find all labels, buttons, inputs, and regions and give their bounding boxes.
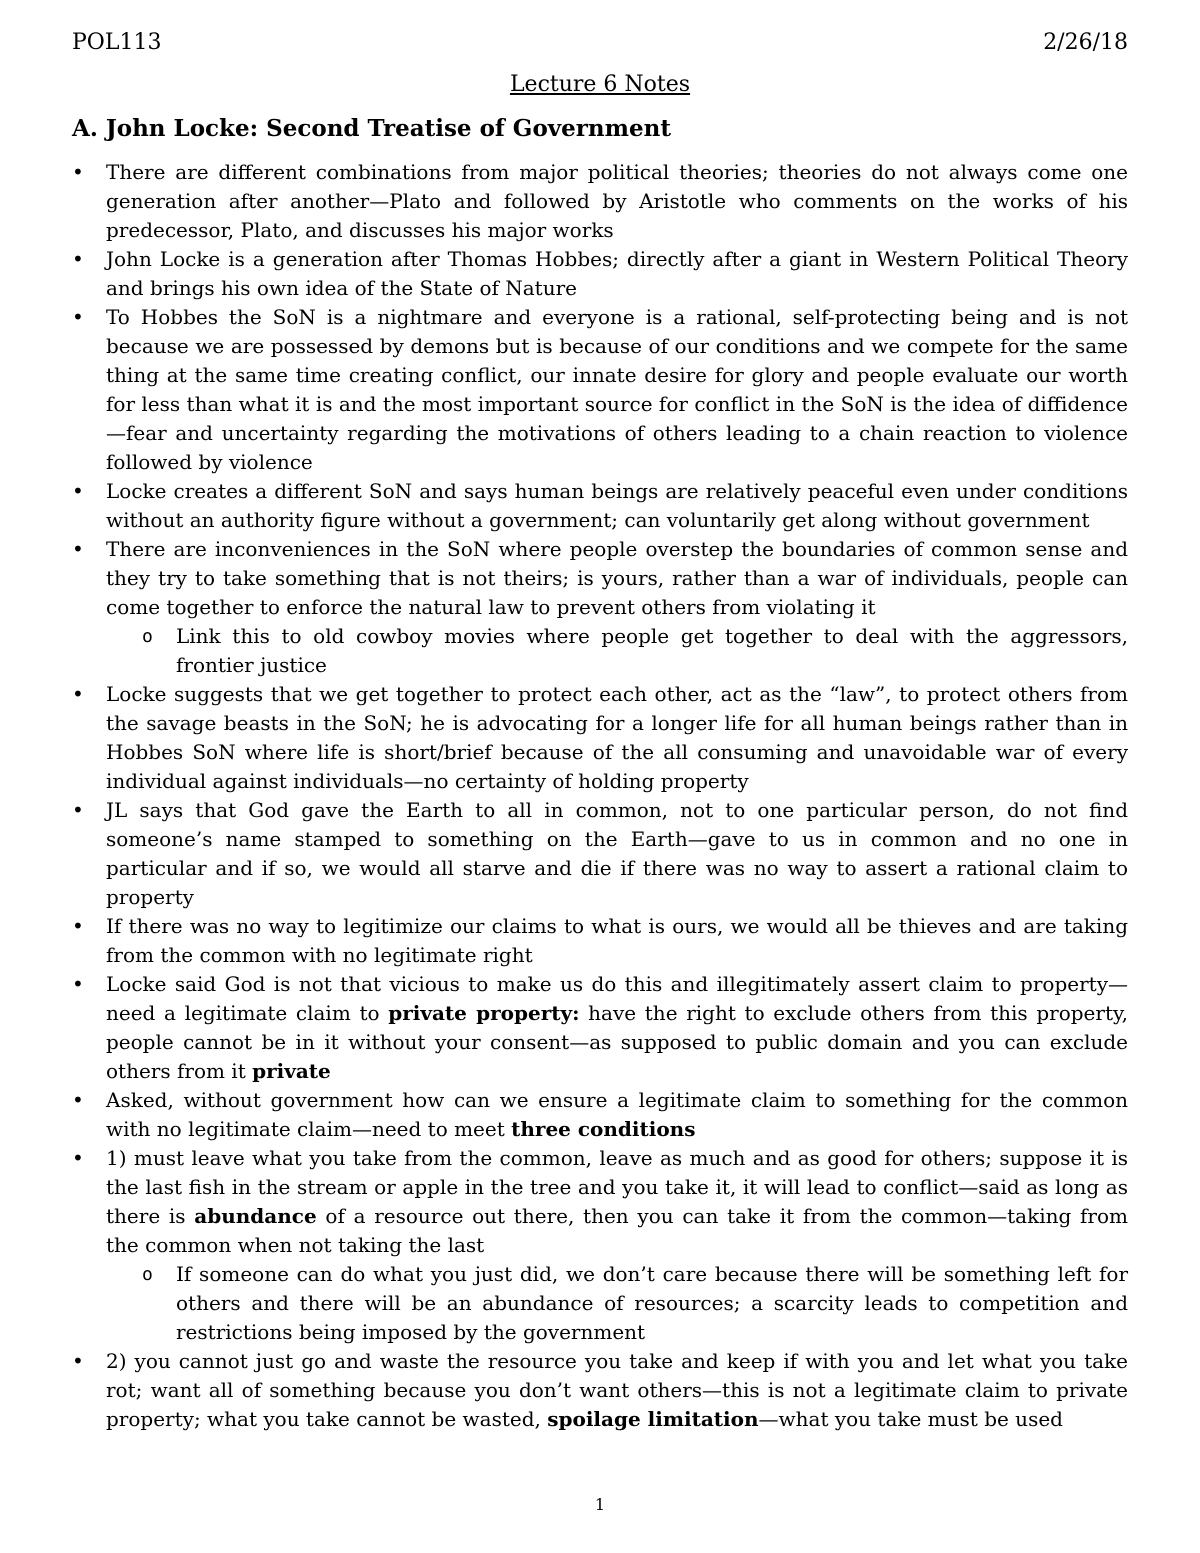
bullet-item	[72, 1144, 1128, 1260]
notes-list	[72, 158, 1128, 1434]
page-number: 1	[594, 1495, 606, 1514]
bullet-item	[72, 158, 1128, 245]
note-text: Locke creates a different SoN and says human beings are relatively peaceful even under conditions without an authority figure without a government; can voluntarily get along without government	[106, 479, 1128, 532]
bold-term: private	[252, 1059, 331, 1083]
note-text: 2) you cannot just go and waste the resource you take and keep if with you and let what you take rot; want all of something because you don’t want others—this is not a legitimate claim to private property; what you take cannot be wasted,	[106, 1349, 1128, 1431]
bullet-item	[72, 477, 1128, 535]
bullet-item	[72, 303, 1128, 477]
section-heading: A. John Locke: Second Treatise of Government	[72, 115, 671, 142]
note-text: Locke suggests that we get together to protect each other, act as the “law”, to protect others from the savage beasts in the SoN; he is advocating for a longer life for all human beings rather than in Hobbes SoN where life is short/brief because of the all consuming and unavoidable war of every individual against individuals—no certainty of holding property	[106, 682, 1128, 793]
bullet-item	[72, 1086, 1128, 1144]
bullet-item	[72, 796, 1128, 912]
bullet-item	[72, 680, 1128, 796]
note-text: Link this to old cowboy movies where people get together to deal with the aggressors, frontier justice	[176, 624, 1128, 677]
note-text: have the right to exclude others from this property, people cannot be in it without your consent—as supposed to public domain and you can exclude others from it	[106, 1001, 1128, 1083]
bold-term: abundance	[194, 1204, 317, 1228]
note-text: To Hobbes the SoN is a nightmare and everyone is a rational, self-protecting being and is not because we are possessed by demons but is because of our conditions and we compete for the same thing at the same time creating conflict, our innate desire for glory and people evaluate our worth for less than what it is and the most important source for conflict in the SoN is the idea of diffidence—fear and uncertainty regarding the motivations of others leading to a chain reaction to violence followed by violence	[106, 305, 1128, 474]
note-text: If someone can do what you just did, we don’t care because there will be something left for others and there will be an abundance of resources; a scarcity leads to competition and restrictions being imposed by the government	[176, 1262, 1128, 1344]
bullet-item	[72, 970, 1128, 1086]
note-text: 1) must leave what you take from the common, leave as much and as good for others; suppose it is the last fish in the stream or apple in the tree and you take it, it will lead to conflict—said as long as there is	[106, 1146, 1128, 1228]
note-text: JL says that God gave the Earth to all in common, not to one particular person, do not find someone’s name stamped to something on the Earth—gave to us in common and no one in particular and if so, we would all starve and die if there was no way to assert a rational claim to property	[106, 798, 1128, 909]
bullet-item	[72, 535, 1128, 622]
bold-term: three conditions	[511, 1117, 696, 1141]
note-text: —what you take must be used	[758, 1407, 1063, 1431]
sub-bullet-item	[72, 622, 1128, 680]
lecture-date: 2/26/18	[1043, 30, 1128, 55]
bold-term: spoilage limitation	[547, 1407, 759, 1431]
bullet-item	[72, 912, 1128, 970]
note-text: There are inconveniences in the SoN where people overstep the boundaries of common sense and they try to take something that is not theirs; is yours, rather than a war of individuals, people can come together to enforce the natural law to prevent others from violating it	[106, 537, 1128, 619]
bold-term: private property:	[388, 1001, 580, 1025]
note-text: There are different combinations from major political theories; theories do not always come one generation after another—Plato and followed by Aristotle who comments on the works of his predecessor, Plato, and discusses his major works	[106, 160, 1128, 242]
bullet-item	[72, 1347, 1128, 1434]
bullet-item	[72, 245, 1128, 303]
note-text: Locke said God is not that vicious to make us do this and illegitimately assert claim to property—need a legitimate claim to	[106, 972, 1128, 1025]
note-text: Asked, without government how can we ensure a legitimate claim to something for the common with no legitimate claim—need to meet	[106, 1088, 1128, 1141]
note-text: John Locke is a generation after Thomas Hobbes; directly after a giant in Western Political Theory and brings his own idea of the State of Nature	[106, 247, 1128, 300]
sub-bullet-item	[72, 1260, 1128, 1347]
note-text: If there was no way to legitimize our claims to what is ours, we would all be thieves and are taking from the common with no legitimate right	[106, 914, 1128, 967]
page-title: Lecture 6 Notes	[509, 72, 691, 97]
note-text: of a resource out there, then you can take it from the common—taking from the common when not taking the last	[106, 1204, 1128, 1257]
course-code: POL113	[72, 30, 162, 55]
